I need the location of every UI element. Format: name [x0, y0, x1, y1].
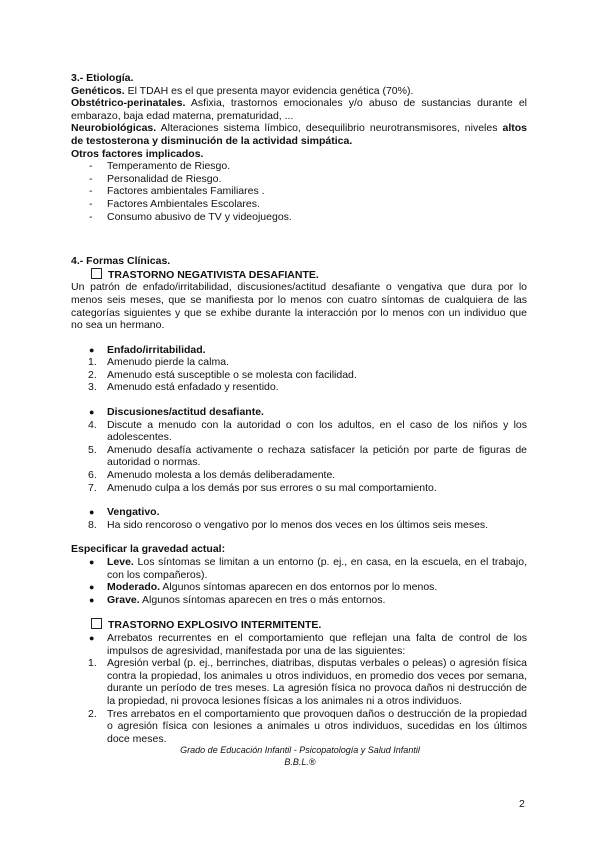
list-item: - Temperamento de Riesgo.: [71, 160, 527, 173]
bullet-icon: ●: [89, 557, 95, 567]
footer-course: Grado de Educación Infantil - Psicopatología y Salud Infantil: [180, 745, 420, 755]
list-item: 1. Amenudo pierde la calma.: [88, 356, 229, 369]
checkbox-icon: [91, 268, 102, 279]
list-item: ● Moderado. Algunos síntomas aparecen en dos entornos por lo menos.: [89, 581, 438, 594]
geneticos-paragraph: Genéticos. El TDAH es el que presenta mayor evidencia genética (70%).: [71, 84, 414, 97]
list-item: ● Leve. Los síntomas se limitan a un entorno (p. ej., en casa, en la escuela, en el trabajo, con los compañeros).: [89, 556, 527, 581]
formas-heading: 4.- Formas Clínicas.: [71, 255, 171, 268]
bullet-icon: ●: [89, 407, 95, 418]
list-item: ● Arrebatos recurrentes en el comportamiento que reflejan una falta de control de los impulsos de agresividad, manifestada por una de las siguientes:: [89, 631, 527, 657]
list-item: 2. Amenudo está susceptible o se molesta con facilidad.: [88, 368, 357, 381]
list-item: 7. Amenudo culpa a los demás por sus errores o su mal comportamiento.: [88, 481, 437, 494]
list-item: - Consumo abusivo de TV y videojuegos.: [71, 211, 527, 224]
list-item: - Factores ambientales Familiares .: [71, 185, 527, 198]
bullet-icon: ●: [89, 344, 95, 355]
list-item: 6. Amenudo molesta a los demás deliberadamente.: [88, 469, 336, 482]
bullet-icon: ●: [89, 594, 95, 605]
tnd-intro: Un patrón de enfado/irritabilidad, discusiones/actitud desafiante o vengativa que dura por lo menos seis meses, que se manifiesta por lo menos con cuatro síntomas de cualquiera de las categorías siguientes y que se exhibe durante la interacción por lo menos con un individuo que no sea un hermano.: [71, 281, 527, 332]
otros-factores-heading: Otros factores implicados.: [71, 147, 204, 160]
bullet-icon: ●: [89, 507, 95, 518]
footer-author: B.B.L.®: [284, 757, 316, 767]
obstetricos-paragraph: Obstétrico-perinatales. Asfixia, trastornos emocionales y/o abuso de sustancias durante el embarazo, baja edad materna, prematuridad, ...: [71, 97, 527, 122]
tnd-title: TRASTORNO NEGATIVISTA DESAFIANTE.: [71, 268, 527, 282]
page-footer: [0, 744, 600, 768]
etiologia-heading: 3.- Etiología.: [71, 72, 134, 84]
group-heading: ● Enfado/irritabilidad.: [89, 343, 206, 356]
list-item: 5. Amenudo desafía activamente o rechaza satisfacer la petición por parte de figuras de autoridad o normas.: [88, 443, 527, 469]
tei-title: TRASTORNO EXPLOSIVO INTERMITENTE.: [71, 618, 527, 632]
list-item: - Personalidad de Riesgo.: [71, 173, 527, 186]
otros-factores-list: [71, 160, 527, 223]
list-item: 2. Tres arrebatos en el comportamiento que provoquen daños o destrucción de la propiedad o agresión física con lesiones a animales u otros individuos, sucedidas en los últimos doce meses.: [88, 707, 527, 745]
gravedad-heading: Especificar la gravedad actual:: [71, 543, 226, 556]
page-number: 2: [519, 798, 525, 810]
list-item: 1. Agresión verbal (p. ej., berrinches, diatribas, disputas verbales o peleas) o agresión física contra la propiedad, los animales u otros individuos, en promedio dos veces por semana, durante un período de tres meses. La agresión física no provoca daños ni destrucción de la propiedad, ni provoca lesiones físicas a los animales ni a otros individuos.: [88, 657, 527, 707]
neuro-paragraph: Neurobiológicas. Alteraciones sistema límbico, desequilibrio neurotransmisores, niveles altos de testosterona y disminución de la actividad simpática.: [71, 122, 527, 147]
checkbox-icon: [91, 618, 102, 629]
bullet-icon: ●: [89, 632, 95, 643]
list-item: 8. Ha sido rencoroso o vengativo por lo menos dos veces en los últimos seis meses.: [88, 518, 489, 531]
list-item: 4. Discute a menudo con la autoridad o con los adultos, en el caso de los niños y los adolescentes.: [88, 418, 527, 444]
bullet-icon: ●: [89, 582, 95, 593]
list-item: ● Grave. Algunos síntomas aparecen en tres o más entornos.: [89, 593, 386, 606]
group-heading: ● Vengativo.: [89, 506, 160, 519]
list-item: - Factores Ambientales Escolares.: [71, 198, 527, 211]
list-item: 3. Amenudo está enfadado y resentido.: [88, 381, 279, 394]
group-heading: ● Discusiones/actitud desafiante.: [89, 406, 264, 419]
document-page: [71, 72, 527, 745]
